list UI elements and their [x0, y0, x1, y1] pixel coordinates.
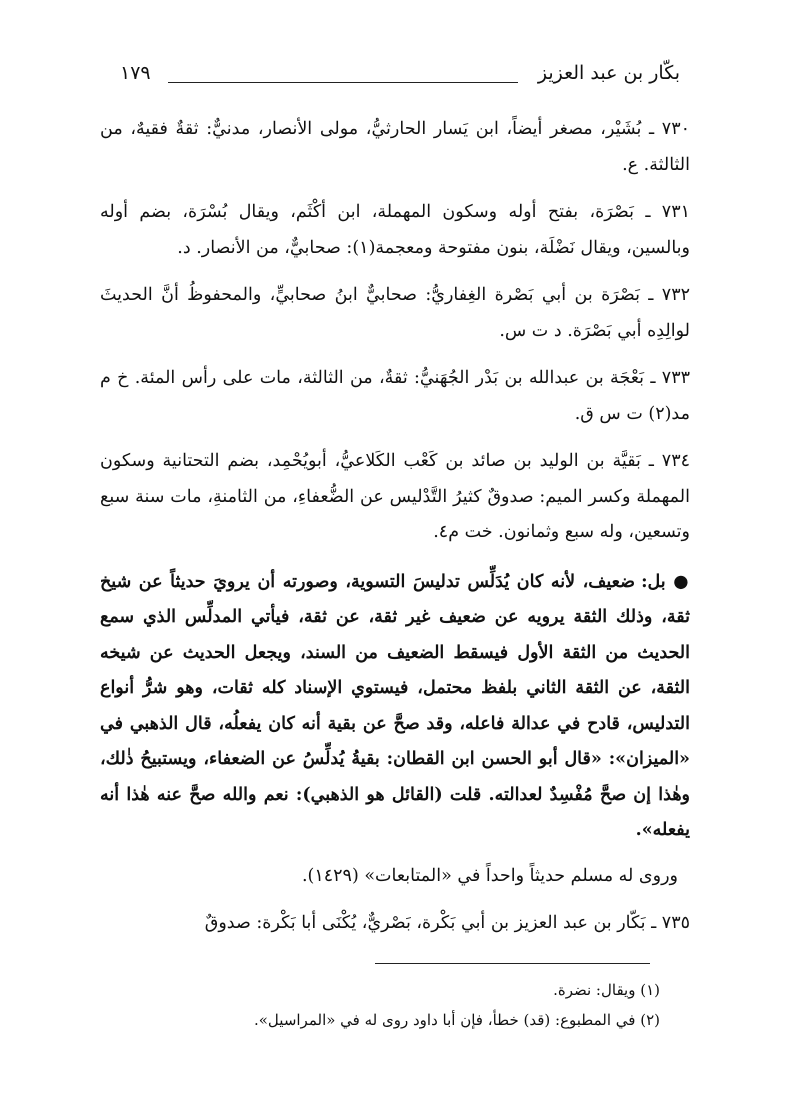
entry-735: ٧٣٥ ـ بَكّار بن عبد العزيز بن أبي بَكْرة، بَصْريٌّ، يُكْنَى أبا بَكْرة: صدوقٌ — [204, 913, 690, 933]
entry-730: ٧٣٠ ـ بُشَيْر، مصغر أيضاً، ابن يَسار الحارثيُّ، مولى الأنصار، مدنيٌّ: ثقةٌ فقيهٌ، من الثالثة. ع. — [100, 119, 690, 175]
header-title: بكّار بن عبد العزيز — [537, 62, 680, 84]
riwaya-note: وروى له مسلم حديثاً واحداً في «المتابعات» (١٤٢٩). — [301, 865, 678, 886]
main-text — [100, 112, 690, 946]
footnote-1: (١) ويقال: نضرة. — [553, 981, 660, 999]
footnote-2: (٢) في المطبوع: (قد) خطأ، فإن أبا داود روى له في «المراسيل». — [253, 1011, 660, 1029]
entry-731: ٧٣١ ـ بَصْرَة، بفتح أوله وسكون المهملة، ابن أكْثَم، ويقال بُسْرَة، بضم أوله وبالسين، ويقال نَضْلَة، بنون مفتوحة ومعجمة(١): صحابيٌّ، من الأنصار. د. — [100, 202, 690, 258]
footnotes — [240, 975, 660, 1035]
header-rule — [168, 82, 518, 83]
page-number: ١٧٩ — [120, 62, 151, 84]
entry-732: ٧٣٢ ـ بَصْرَة بن أبي بَصْرة الغِفاريُّ: صحابيٌّ ابنُ صحابيٍّ، والمحفوظُ أنَّ الحديثَ لوالِدِه أبي بَصْرَة. د ت س. — [100, 285, 690, 341]
entry-734: ٧٣٤ ـ بَقيَّة بن الوليد بن صائد بن كَعْب الكَلاعيُّ، أبويُحْمِد، بضم التحتانية وسكون المهملة وكسر الميم: صدوقٌ كثيرُ التَّدْليس عن الضُّعفاءِ، من الثامنةِ، مات سنة سبع وتسعين، وله سبع وثمانون. خت م٤. — [100, 451, 690, 542]
commentary-text: بل: ضعيف، لأنه كان يُدَلِّس تدليسَ التسوية، وصورته أن يرويَ حديثاً عن شيخ ثقة، وذلك الثقة يرويه عن ضعيف غير ثقة، عن ثقة، فيأتي المدلِّس الذي سمع الحديث من الثقة الأول فيسقط الضعيف من السند، ويجعل الحديث عن شيخه الثقة، عن الثقة الثاني بلفظ محتمل، فيستوي الإسناد كله ثقات، وهو شرُّ أنواع التدليس، قادح في عدالة فاعله، وقد صحَّ عن بقية أنه كان يفعلُه، قال الذهبي في «الميزان»: «قال أبو الحسن ابن القطان: بقيةُ يُدلِّسُ عن الضعفاء، ويستبيحُ ذٰلك، وهٰذا إن صحَّ مُفْسِدٌ لعدالته. قلت (القائل هو الذهبي): نعم والله صحَّ عنه هٰذا أنه يفعله». — [100, 571, 690, 840]
entry-733: ٧٣٣ ـ بَعْجَة بن عبدالله بن بَدْر الجُهَنيُّ: ثقةٌ، من الثالثة، مات على رأس المئة. خ م مد(٢) ت س ق. — [100, 368, 690, 424]
footnote-separator — [375, 963, 650, 964]
bullet-marker-icon: ● — [673, 571, 690, 592]
running-header — [120, 62, 680, 102]
commentary-paragraph — [100, 565, 690, 849]
